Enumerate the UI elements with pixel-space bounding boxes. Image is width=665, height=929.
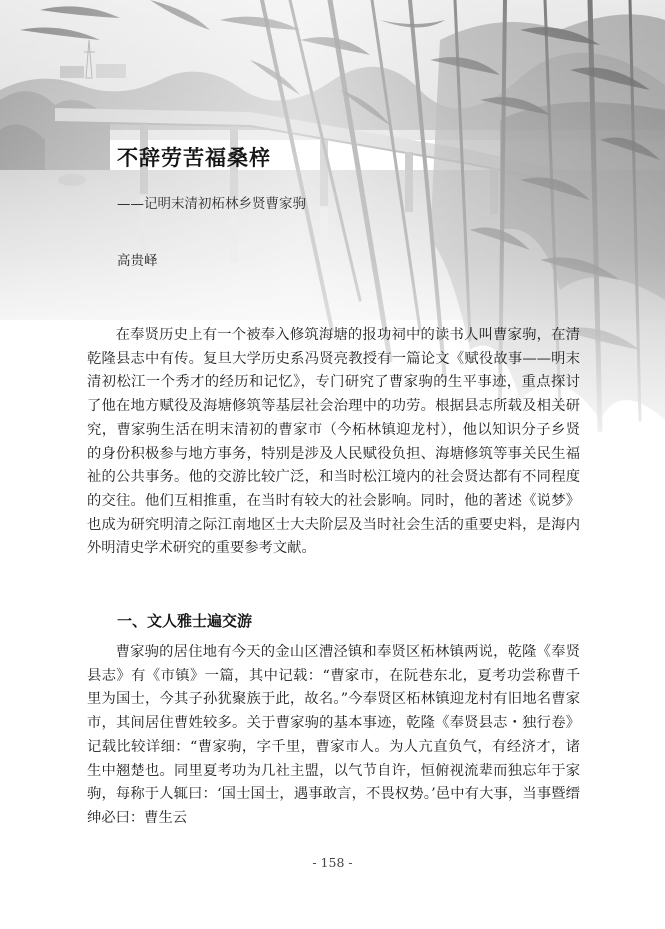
article-author: 高贵峄 [117,253,158,269]
article-title: 不辞劳苦福桑梓 [117,145,271,170]
article-subtitle: ——记明末清初柘林乡贤曹家驹 [117,196,306,212]
section-paragraph: 曹家驹的居住地有今天的金山区漕泾镇和奉贤区柘林镇两说，乾隆《奉贤县志》有《市镇》一篇，其中记载：“曹家市，在阮巷东北，夏考功尝称曹千里为国士，今其子孙犹聚族于此，故名。”今奉贤区柘林镇迎龙村有旧地名曹家市，其间居住曹姓较多。关于曹家驹的基本事迹，乾隆《奉贤县志・独行卷》记载比较详细：“曹家驹，字千里，曹家市人。为人亢直负气，有经济才，诸生中翘楚也。同里夏考功为几社主盟，以气节自许，恒俯视流辈而独忘年于家驹，每称于人辄曰：‘国士国士，遇事敢言，不畏权势。’邑中有大事，当事暨缙绅必曰：曹生云 [87,644,580,826]
intro-paragraph: 在奉贤历史上有一个被奉入修筑海塘的报功祠中的读书人叫曹家驹，在清乾隆县志中有传。复旦大学历史系冯贤亮教授有一篇论文《赋役故事——明末清初松江一个秀才的经历和记忆》，专门研究了曹家驹的生平事迹，重点探讨了他在地方赋役及海塘修筑等基层社会治理中的功劳。根据县志所载及相关研究，曹家驹生活在明末清初的曹家市（今柘林镇迎龙村），他以知识分子乡贤的身份积极参与地方事务，特别是涉及人民赋役负担、海塘修筑等事关民生福祉的公共事务。他的交游比较广泛，和当时松江境内的社会贤达都有不同程度的交往。他们互相推重，在当时有较大的社会影响。同时，他的著述《说梦》也成为研究明清之际江南地区士大夫阶层及当时社会生活的重要史料，是海内外明清史学术研究的重要参考文献。 [87,327,580,557]
page-number: - 158 - [312,855,353,870]
section-heading: 一、文人雅士遍交游 [117,612,253,630]
